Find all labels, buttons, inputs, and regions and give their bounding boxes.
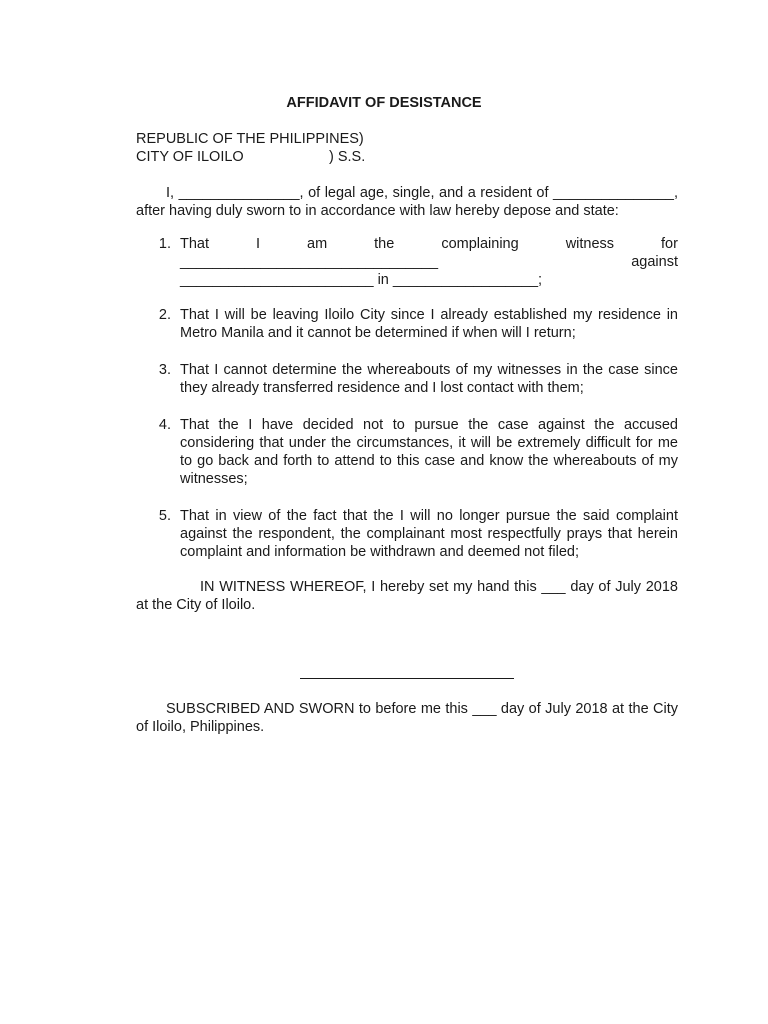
word: the <box>374 236 395 252</box>
intro-paragraph: I, _______________, of legal age, single, and a resident of _______________, after having duly sworn to in accordance with law hereby depose and state: <box>136 185 678 219</box>
witness-clause: IN WITNESS WHEREOF, I hereby set my hand this ___ day of July 2018 at the City of Iloilo. <box>136 579 678 613</box>
venue-ss: ) S.S. <box>329 149 366 165</box>
item-body: That in view of the fact that the I will no longer pursue the said complaint against the respondent, the complainant most respectfully prays that herein complaint and information be withdrawn and deemed not filed; <box>180 508 678 560</box>
venue-city: CITY OF ILOILO <box>136 149 244 165</box>
venue-line-city <box>136 148 436 166</box>
word: I <box>256 236 261 252</box>
word: for <box>661 236 678 252</box>
signature-line <box>300 678 514 679</box>
item-body: That the I have decided not to pursue the case against the accused considering that under the circumstances, it will be extremely difficult for me to go back and forth to attend to this case and know the whereabouts of my witnesses; <box>180 417 678 487</box>
word: witness <box>565 236 615 252</box>
venue-line-republic: REPUBLIC OF THE PHILIPPINES) <box>136 131 364 147</box>
item-1-line-2 <box>180 253 678 271</box>
item-body: That I will be leaving Iloilo City since I already established my residence in Metro Manila and it cannot be determined if when will I return; <box>180 307 678 341</box>
item-body: That I cannot determine the whereabouts of my witnesses in the case since they already transferred residence and I lost contact with them; <box>180 362 678 396</box>
item-number: 3. <box>158 362 171 378</box>
item-1-line-1 <box>180 235 678 253</box>
word: am <box>307 236 328 252</box>
word: against <box>631 254 678 270</box>
word: complaining <box>441 236 519 252</box>
item-number: 5. <box>158 508 171 524</box>
venue-block <box>136 130 436 166</box>
item-1-line-3: ________________________ in __________________; <box>180 272 543 288</box>
item-number: 1. <box>158 236 171 252</box>
item-body <box>180 235 678 289</box>
item-number: 4. <box>158 417 171 433</box>
jurat-paragraph: SUBSCRIBED AND SWORN to before me this ___ day of July 2018 at the City of Iloilo, Philippines. <box>136 701 678 735</box>
item-number: 2. <box>158 307 171 323</box>
document-title: AFFIDAVIT OF DESISTANCE <box>286 95 482 111</box>
blank-line: ________________________________ <box>180 254 439 270</box>
word: That <box>180 236 210 252</box>
